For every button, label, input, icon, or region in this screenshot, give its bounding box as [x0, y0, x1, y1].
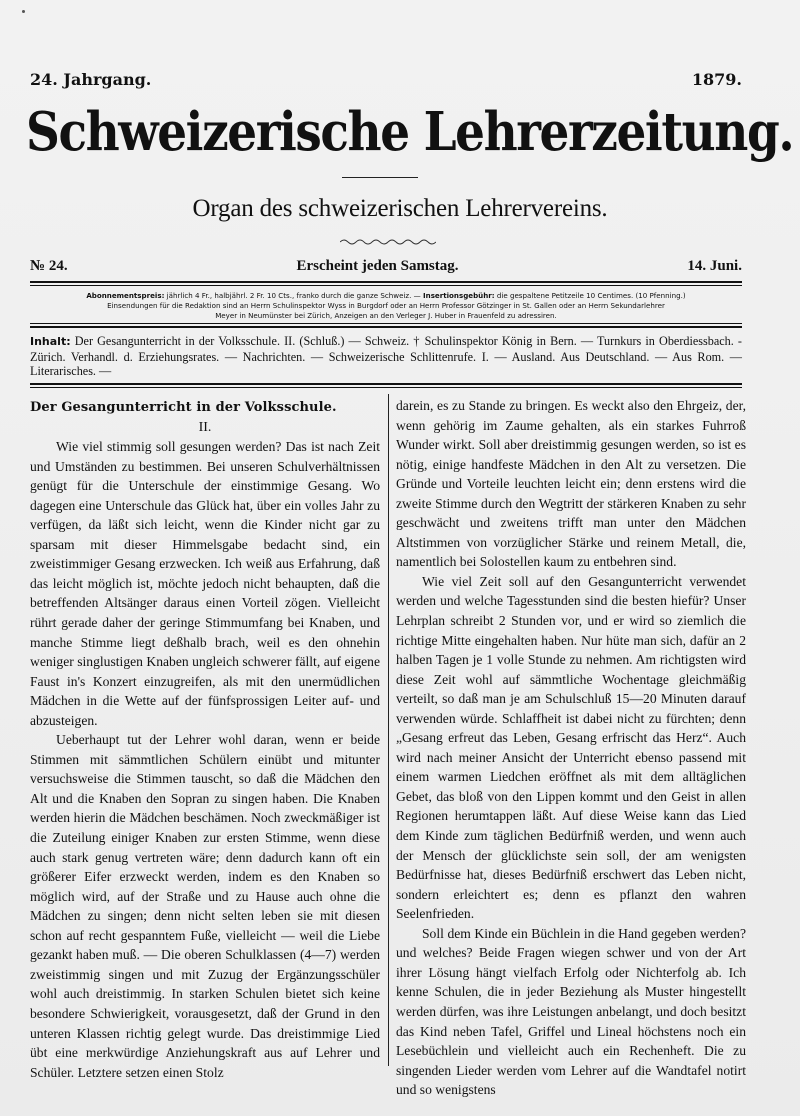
masthead-subtitle: Organ des schweizerischen Lehrervereins. [192, 195, 608, 222]
contents-rule-bottom-thick [30, 383, 742, 385]
insertion-fee-label: Insertionsgebühr: [423, 291, 495, 300]
header-topline [30, 70, 742, 89]
paragraph: Ueberhaupt tut der Lehrer wohl daran, wenn er beide Stimmen mit sämmtlichen Schülern einübt und mitunter versuchsweise die Stimmen tauscht, so daß die Mädchen den Alt und die Knaben den Sopran zu singen haben. Die Knaben werden hierin die Mädchen beschämen. Noch zweckmäßiger ist die Zuteilung einiger Knaben zur ersten Stimme, wenn diese auch stark genug vertreten wäre; denn dadurch kann oft ein größerer Eifer erzweckt werden, indem es den Knaben so möglich wird, auf der Straße und zu Hause auch ohne die Mädchen zu singen; denn nicht selten leben sie mit diesen schon auf recht gespanntem Fuße, vielleicht — weil die Liebe gezankt haben muß. — Die oberen Schulklassen (4—7) werden zweistimmig singen und mit Zuzug der Ergänzungsschüler wohl auch dreistimmig. In starken Schulen bietet sich keine besondere Schwierigkeit, vorausgesetzt, daß der Grund in den unteren Klassen richtig gelegt wurde. Das dreistimmige Lied übt eine merkwürdige Anziehungskraft aus auf Lehrer und Schüler. Letztere setzen einen Stolz [30, 732, 380, 1080]
contents-rule-top-thick [30, 326, 742, 328]
year-label: 1879. [691, 70, 742, 89]
article-title: Der Gesangunterricht in der Volksschule. [30, 400, 337, 415]
insertion-fee-text: die gespaltene Petitzeile 10 Centimes. (10 Pfenning.) [494, 291, 686, 300]
contents-rule-top-thin [30, 323, 742, 324]
article-column-right [396, 396, 746, 1100]
issue-line [30, 258, 742, 275]
contents-text: Der Gesangunterricht in der Volksschule. II. (Schluß.) — Schweiz. † Schulinspektor König in Bern. — Turnkurs in Oberdiessbach. - Zürich. Verhandl. d. Erziehungsrates. — Nachrichten. — Schweizerische Schlittenrufe. I. — Ausland. Aus Deutschland. — Aus Rom. — Literarisches. — [30, 334, 742, 378]
issue-number: № 24. [30, 258, 68, 274]
subscription-price-label: Abonnementspreis: [86, 291, 165, 300]
issue-date: 14. Juni. [687, 258, 742, 274]
paragraph-continuation: darein, es zu Stande zu bringen. Es weckt also den Ehrgeiz, der, wenn gehörig im Zaume gehalten, als ein starkes Fuhrroß Wunder wirkt. Soll aber dreistimmig gesungen werden, so ist es nötig, einige handfeste Mädchen in den Alt zu versetzen. Die Gründe und Vorteile leuchten leicht ein; denn erstens wird die zweite Stimme durch den Wegtritt der stärkeren Knaben zu sehr geschwächt und zweitens trifft man unter den Mädchen Altstimmen von vorzüglicher Stärke und reinem Metall, die, namentlich bei Solostellen kaum zu entbehren sind. [396, 398, 746, 570]
column-divider [388, 394, 389, 1066]
header-rule-thick [30, 281, 742, 283]
contents-rule-bottom-thin [30, 387, 742, 388]
subscription-info [30, 291, 742, 321]
table-of-contents [30, 334, 742, 379]
paragraph: Wie viel stimmig soll gesungen werden? Das ist nach Zeit und Umständen zu bestimmen. Bei unseren Schulverhältnissen genügt für die Unterschule der einstimmige Gesang. Wo dagegen eine Unterschule das Glück hat, über ein volles Jahr zu verfügen, da läßt sich leicht, wenn die Kinder nicht gar zu sparsam mit dieser Himmelsgabe bedacht sind, ein zweistimmiger Gesang erzwecken. Ich weiß aus Erfahrung, daß das leicht möglich ist, möchte jedoch nicht behaupten, daß die betreffenden Altsänger daraus einen Vorteil zögen. Vielleicht rührt gerade daher der geringe Stimmumfang bei Knaben, und manche Stimme liegt deßhalb brach, weil es den ohnehin weniger singlustigen Knaben ungleich schwerer fällt, auf eigene Faust in's Konzert einzugreifen, als mit den unermüdlichen Mädchen in die Wette auf der fünfsprossigen Leiter auf- und abzusteigen. [30, 439, 380, 728]
volume-label: 24. Jahrgang. [30, 70, 152, 89]
paragraph: Wie viel Zeit soll auf den Gesangunterricht verwendet werden und welche Tagesstunden sind die besten hiefür? Unser Lehrplan schreibt 2 Stunden vor, und er wird so ziemlich die richtige Mitte eingehalten haben. Nur hüte man sich, dafür an 2 halben Tagen je 1 volle Stunde zu nehmen. Am richtigsten wird diese Zeit wohl auf sämmtliche Wochentage gleichmäßig verteilt, so daß man je am Schulschluß 15—20 Minuten darauf verwenden würde. Schlaffheit ist dabei nicht zu fürchten; denn „Gesang erfreut das Leben, Gesang erfrischt das Herz“. Auch wird nach meiner Ansicht der Unterricht ebenso passend mit einem warmen Liedchen eröffnet als mit dem alltäglichen Gebet, das bloß von den Lippen kommt und den Geist in allen Regionen herumtappen läßt. Auf diese Weise kann das Lied dem Kinde zum täglichen Bedürfniß werden, und wenn auch der Mensch der glücklichste sein soll, der am wenigsten Bedürfnisse hat, dieses Bedürfniß erschwert das Leben nicht, sondern erleichtert es; denn es pflanzt den wahren Seelenfrieden. [396, 573, 746, 922]
subscription-line-2: Einsendungen für die Redaktion sind an Herrn Schulinspektor Wyss in Burgdorf oder an Herrn Professor Götzinger in St. Gallen oder an Herrn Sekundarlehrer [107, 301, 665, 310]
title-divider [342, 177, 418, 178]
header-rule-thin [30, 285, 742, 286]
subscription-line-1 [30, 291, 742, 301]
print-speck [22, 10, 25, 13]
article-part: II. [198, 419, 212, 435]
article-column-left [30, 398, 380, 1082]
subscription-price-text: jährlich 4 Fr., halbjährl. 2 Fr. 10 Cts., franko durch die ganze Schweiz. — [164, 291, 423, 300]
ornament-rule [340, 238, 436, 246]
subscription-line-3: Meyer in Neumünster bei Zürich, Anzeigen an den Verleger J. Huber in Frauenfeld zu adressiren. [215, 311, 557, 320]
paragraph: Soll dem Kinde ein Büchlein in die Hand gegeben werden? und welches? Beide Fragen wiegen schwer und von der Art ihrer Lösung hängt vielfach Erfolg oder Nichterfolg ab. Ich kenne Schulen, die in jeder Beziehung als Muster hingestellt werden dürfen, was ihre Leistungen anbelangt, und doch besitzt das Kind neben Tafel, Griffel und Lineal höchstens noch ein Lesebüchlein und vielleicht auch ein Rechenheft. Die zu singenden Lieder werden vom Lehrer auf die Wandtafel notirt und so wenigstens [396, 925, 746, 1098]
contents-label: Inhalt: [30, 335, 71, 348]
masthead-title: Schweizerische Lehrerzeitung. [26, 101, 794, 163]
publication-frequency: Erscheint jeden Samstag. [296, 258, 459, 274]
